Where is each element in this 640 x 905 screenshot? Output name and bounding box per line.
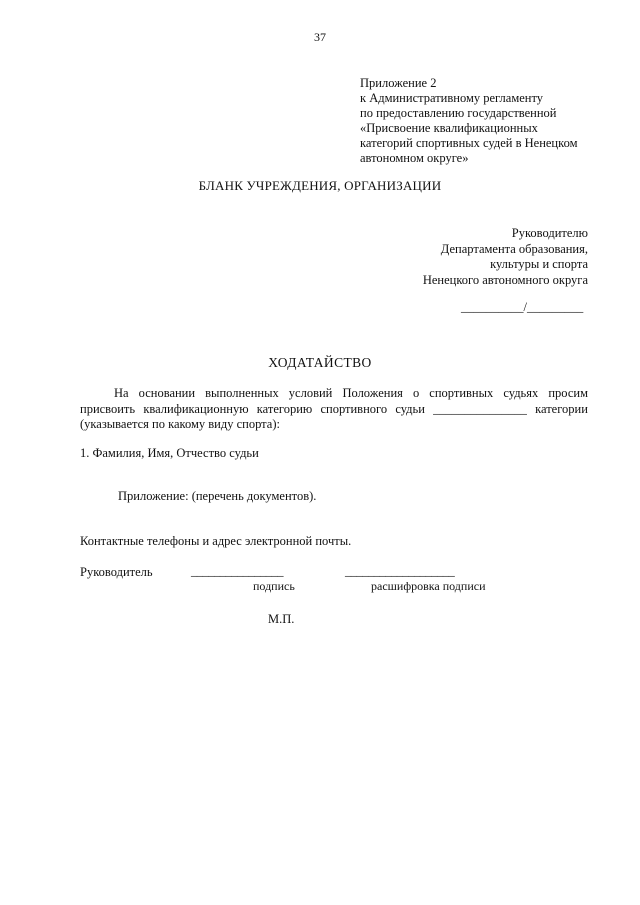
attachment-line: Приложение: (перечень документов). xyxy=(118,489,317,503)
appendix-line: категорий спортивных судей в Ненецком xyxy=(360,136,578,150)
appendix-line: к Административному регламенту xyxy=(360,91,544,105)
word: На xyxy=(114,386,129,400)
word: условий xyxy=(288,386,333,400)
addressee-line: Департамента образования, xyxy=(440,241,588,256)
word: категорию xyxy=(256,401,313,416)
paragraph-line-1 xyxy=(80,386,588,402)
addressee-line: Ненецкого автономного округа xyxy=(422,272,588,287)
word: спортивного xyxy=(320,401,388,416)
sport-blank: _______________ xyxy=(433,401,527,416)
appendix-line: автономном округе» xyxy=(360,151,469,165)
addressee-line: Руководителю xyxy=(511,226,588,240)
signature-label: Руководитель xyxy=(80,565,153,579)
signature-decode-caption: расшифровка подписи xyxy=(371,579,486,593)
signature-decode-blank: ___________________ xyxy=(345,564,455,578)
stamp-mark: М.П. xyxy=(268,612,295,626)
contacts-line: Контактные телефоны и адрес электронной почты. xyxy=(80,534,352,548)
word: выполненных xyxy=(205,386,279,400)
letterhead: БЛАНК УЧРЕЖДЕНИЯ, ОРГАНИЗАЦИИ xyxy=(198,178,442,193)
word: категории xyxy=(535,401,588,416)
appendix-block xyxy=(360,76,578,166)
judge-name-item: 1. Фамилия, Имя, Отчество судьи xyxy=(80,446,259,460)
word: судьи xyxy=(395,401,425,416)
appendix-line: по предоставлению государственной xyxy=(360,106,557,120)
petition-paragraph xyxy=(80,386,588,433)
appendix-line: Приложение 2 xyxy=(360,76,437,90)
word: судьях xyxy=(503,386,539,400)
word: Положения xyxy=(342,386,403,400)
signature-blank: ________________ xyxy=(191,564,283,578)
appendix-line: «Присвоение квалификационных xyxy=(360,121,538,135)
addressee-line: культуры и спорта xyxy=(490,257,588,271)
signature-caption: подпись xyxy=(253,579,295,593)
date-line: __________/_________ xyxy=(461,300,584,314)
word: квалификационную xyxy=(143,401,249,416)
word: основании xyxy=(138,386,196,400)
paragraph-line-2 xyxy=(80,402,588,418)
word: присвоить xyxy=(80,401,136,416)
page-number: 37 xyxy=(314,30,326,44)
word: о xyxy=(412,386,420,400)
word: спортивных xyxy=(429,386,494,400)
word: просим xyxy=(548,386,588,400)
addressee-block xyxy=(423,226,588,288)
document-title: ХОДАТАЙСТВО xyxy=(268,355,372,370)
paragraph-line-3: (указывается по какому виду спорта): xyxy=(80,417,280,431)
